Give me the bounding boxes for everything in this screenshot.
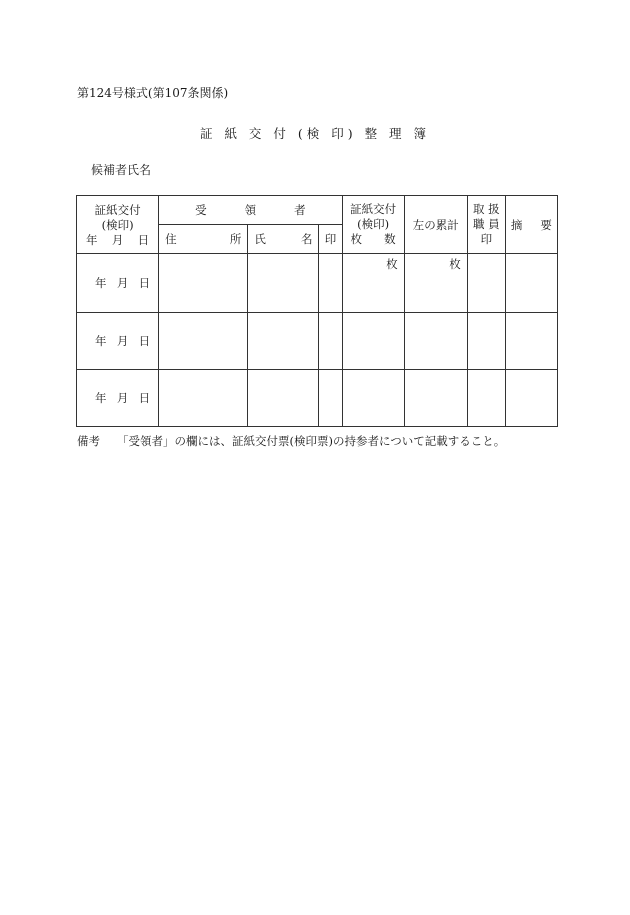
table-row xyxy=(77,370,558,427)
row-month: 月 xyxy=(116,391,129,405)
row-address xyxy=(159,254,248,313)
table-row xyxy=(77,254,558,313)
row-remarks xyxy=(505,254,557,313)
row-day: 日 xyxy=(138,276,151,290)
row-address xyxy=(159,370,248,427)
header-recipient-char3: 者 xyxy=(294,203,306,217)
row-address xyxy=(159,313,248,370)
header-name-char2: 名 xyxy=(300,232,313,246)
header-issue-date xyxy=(77,196,159,254)
row-name xyxy=(248,313,319,370)
header-year: 年 xyxy=(86,233,98,247)
row-count xyxy=(342,313,404,370)
header-address-char2: 所 xyxy=(229,232,242,246)
header-stamp-count-line1: 証紙交付 xyxy=(350,202,397,216)
header-staff-line1: 取 扱 xyxy=(472,202,500,216)
header-staff-line3: 印 xyxy=(480,232,493,246)
row-remarks xyxy=(505,313,557,370)
header-name xyxy=(248,225,319,254)
header-address-char1: 住 xyxy=(165,232,177,246)
row-cumulative xyxy=(404,370,467,427)
remarks-note xyxy=(77,433,505,449)
header-name-char1: 氏 xyxy=(254,232,266,246)
header-remarks-char2: 要 xyxy=(540,217,552,232)
row-name xyxy=(248,370,319,427)
header-staff-line2: 職 員 xyxy=(472,217,500,231)
row-month: 月 xyxy=(116,334,129,348)
row-date xyxy=(77,313,159,370)
note-label: 備考 xyxy=(77,434,100,448)
row-staff-seal xyxy=(467,313,505,370)
header-recipient-char2: 領 xyxy=(244,203,257,217)
row-remarks xyxy=(505,370,557,427)
header-stamp-count xyxy=(342,196,404,254)
header-issue-date-line2: (検印) xyxy=(101,218,134,232)
row-name xyxy=(248,254,319,313)
header-staff-seal xyxy=(467,196,505,254)
header-remarks-char1: 摘 xyxy=(510,217,523,232)
header-cumulative: 左の累計 xyxy=(404,196,467,254)
header-count-unit: 枚 xyxy=(350,232,363,246)
row-day: 日 xyxy=(138,334,151,348)
row-seal xyxy=(319,313,342,370)
header-day: 日 xyxy=(137,233,150,247)
note-text: 「受領者」の欄には、証紙交付票(検印票)の持参者について記載すること。 xyxy=(117,434,506,448)
stamp-ledger-table xyxy=(76,195,558,427)
header-seal: 印 xyxy=(319,225,342,254)
table-row xyxy=(77,313,558,370)
row-month: 月 xyxy=(116,276,129,290)
row-count xyxy=(342,370,404,427)
form-number: 第124号様式(第107条関係) xyxy=(77,86,229,100)
candidate-name-label: 候補者氏名 xyxy=(91,163,152,177)
row-cumulative: 枚 xyxy=(404,254,467,313)
row-year: 年 xyxy=(95,334,107,348)
header-count-number: 数 xyxy=(384,232,396,246)
header-row xyxy=(77,196,558,225)
row-year: 年 xyxy=(95,276,107,290)
row-date xyxy=(77,370,159,427)
row-count: 枚 xyxy=(342,254,404,313)
header-issue-date-line1: 証紙交付 xyxy=(94,203,141,217)
row-seal xyxy=(319,254,342,313)
document-title: 証 紙 交 付 (検 印) 整 理 簿 xyxy=(199,126,431,141)
row-staff-seal xyxy=(467,370,505,427)
header-month: 月 xyxy=(111,233,124,247)
row-day: 日 xyxy=(138,391,151,405)
header-remarks xyxy=(505,196,557,254)
row-date xyxy=(77,254,159,313)
header-stamp-count-line2: (検印) xyxy=(357,217,390,231)
row-staff-seal xyxy=(467,254,505,313)
header-recipient-char1: 受 xyxy=(195,203,207,217)
row-cumulative xyxy=(404,313,467,370)
row-seal xyxy=(319,370,342,427)
header-recipient xyxy=(159,196,342,225)
header-address xyxy=(159,225,248,254)
row-year: 年 xyxy=(95,391,107,405)
